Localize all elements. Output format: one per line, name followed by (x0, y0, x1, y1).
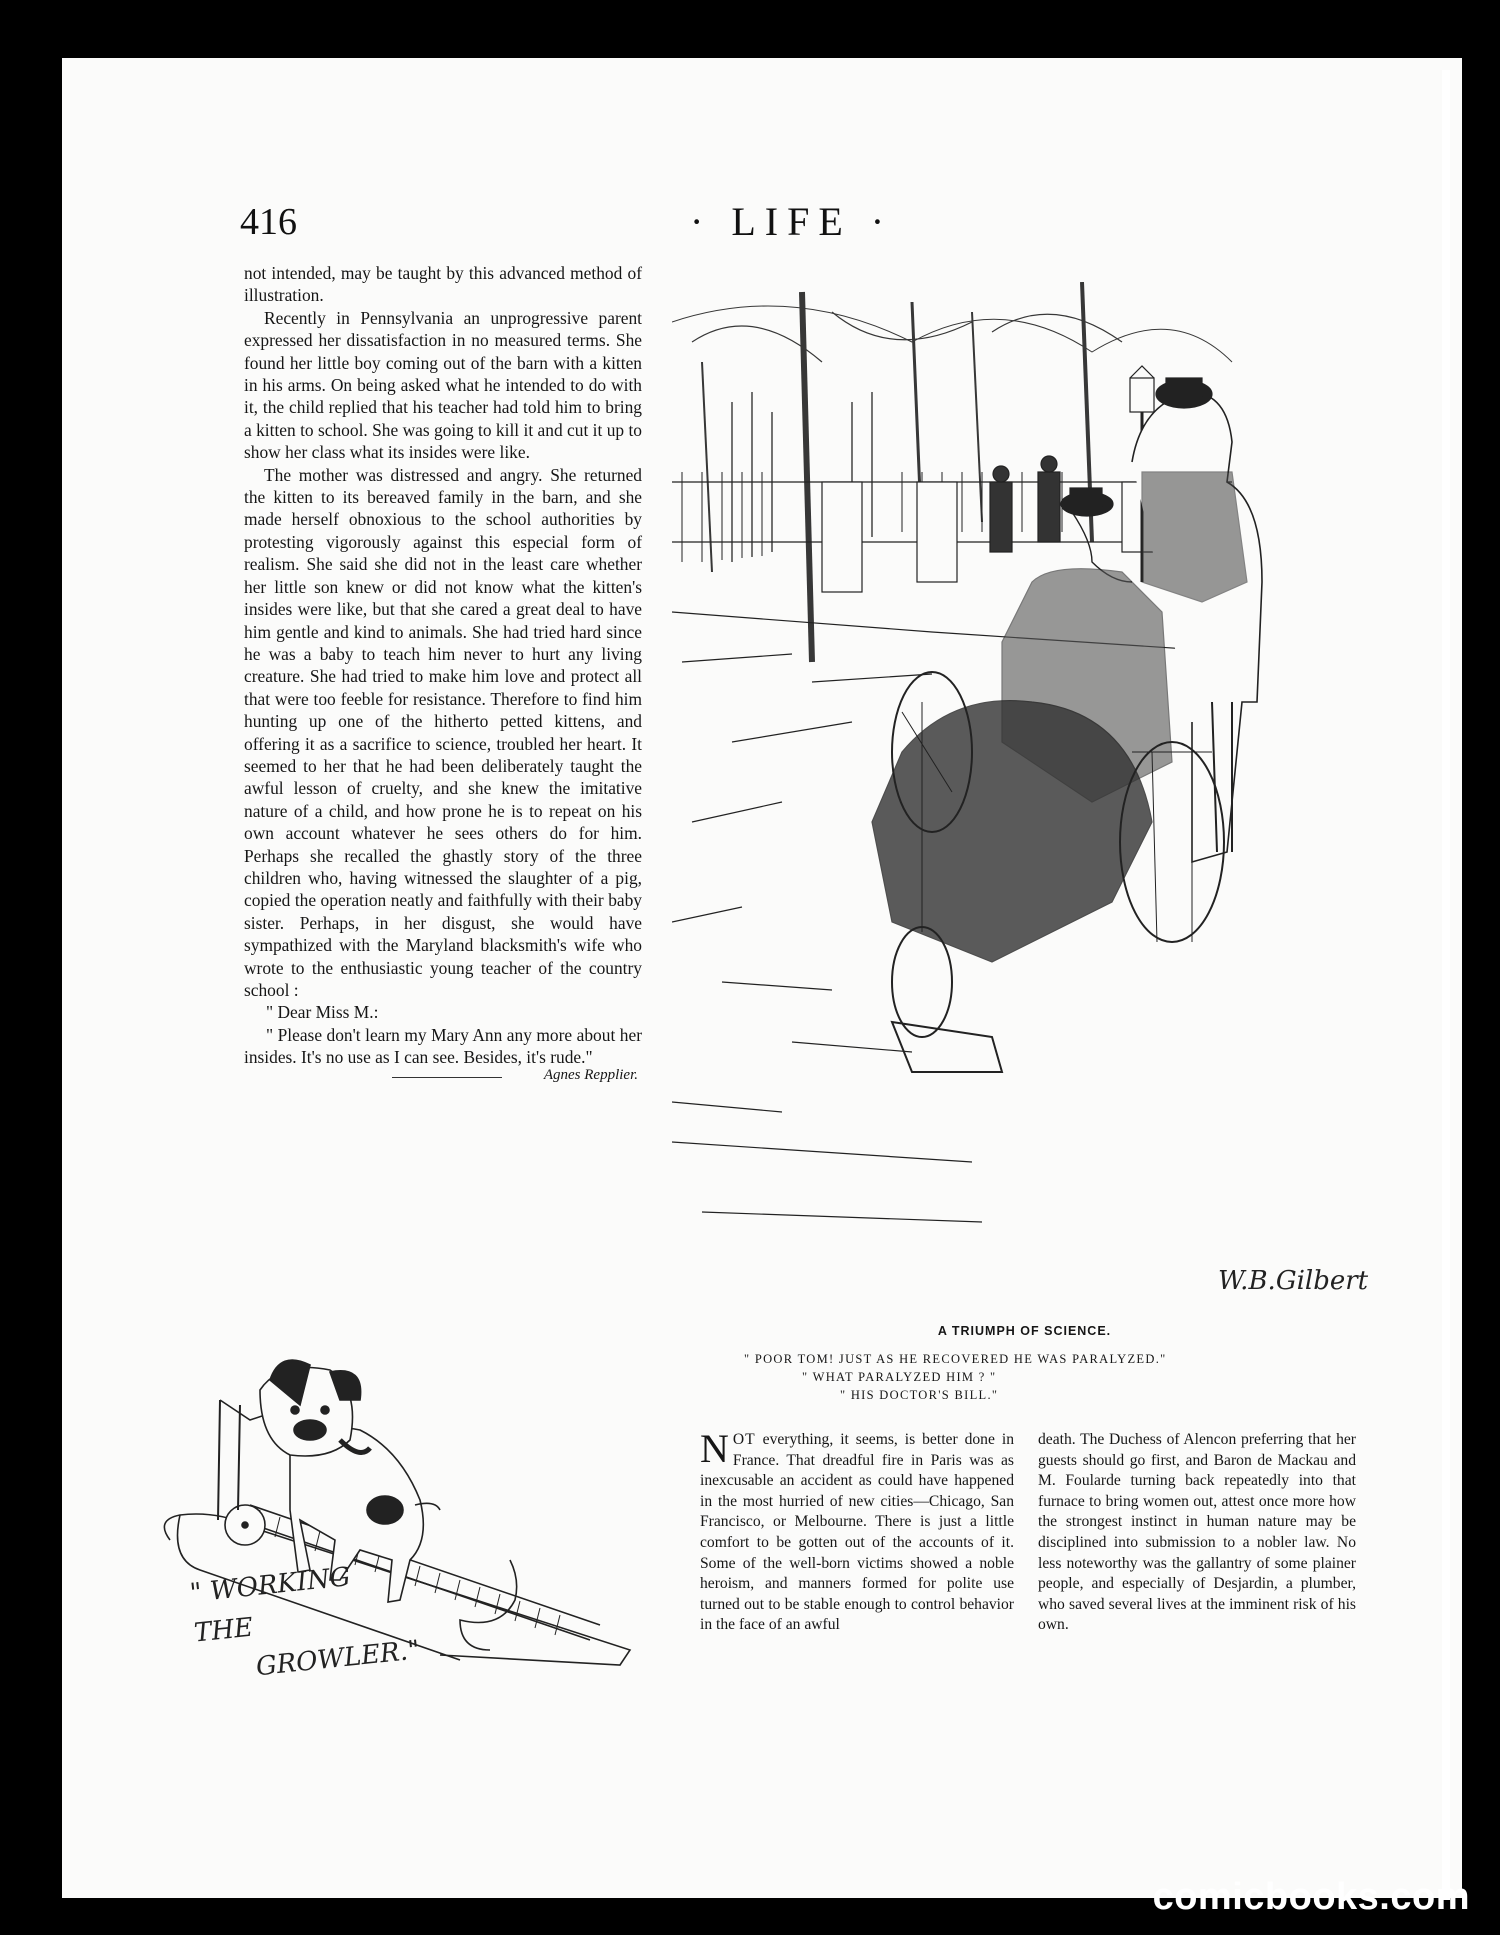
fire-article-text: everything, it seems, is better done in France. That dreadful fire in Paris was as inexcusable an accident as could have happened in the most hurried of new cities—Chicago, San Francisco, or Melbourne. There is just a little comfort to be gotten out of the accounts of it. Some of the well-born victims showed a noble heroism, and manners formed for polite use turned out to be stable enough to control behavior in the face of an awful (700, 1431, 1014, 1634)
dog-caption-line: GROWLER." (254, 1635, 422, 1683)
fire-article-text: death. The Duchess of Alencon preferring that her guests should go first, and Baron de Mackau and M. Foularde turning back repeatedly into that furnace to bring women out, attest once more how the strongest instinct in human nature may be disciplined into submission to a nobler law. No less noteworthy was the gallantry of some plainer people, and especially of Desjardin, a plumber, who saved several lives at the imminent risk of his own. (1038, 1431, 1356, 1634)
fire-article-lead (700, 1426, 1014, 1636)
caption-line: " WHAT PARALYZED HIM ? " (802, 1370, 997, 1384)
quoted-letter (244, 1001, 642, 1068)
pedestrians (990, 456, 1060, 552)
wheelchair-illustration (672, 282, 1377, 1312)
letter-salutation: " Dear Miss M.: (266, 1002, 379, 1023)
masthead-title: · LIFE · (690, 199, 894, 244)
site-watermark: comicbooks.com (1152, 1876, 1470, 1918)
page-edge (1442, 70, 1450, 1900)
page-number: 416 (240, 201, 297, 243)
fire-article-column-1 (700, 1426, 1014, 1636)
dog-illustration-caption (188, 1551, 422, 1693)
caption-line: " POOR TOM! JUST AS HE RECOVERED HE WAS PARALYZED." (744, 1352, 1167, 1366)
article-byline: Agnes Repplier. (543, 1066, 638, 1083)
artist-signature: W.B.Gilbert (1218, 1266, 1369, 1296)
letter-body: " Please don't learn my Mary Ann any more about her insides. It's no use as I can see. Besides, it's rude." (244, 1024, 642, 1068)
article-column-left (244, 262, 642, 1086)
caption-line: " HIS DOCTOR'S BILL." (840, 1388, 999, 1402)
illustration-caption-dialogue (672, 1350, 1377, 1404)
article-paragraph: Recently in Pennsylvania an unprogressive parent expressed her dissatisfaction in no measured terms. She found her little boy coming out of the barn with a kitten in his arms. On being asked what he intended to do with it, the child replied that his teacher had told him to bring a kitten to school. She was going to kill it and cut it up to show her class what its insides were like. (244, 307, 642, 463)
drop-cap: N (700, 1426, 729, 1471)
dog-caption-line: " WORKING THE (188, 1562, 352, 1649)
article-paragraph: The mother was distressed and angry. She returned the kitten to its bereaved family in the barn, and she made herself obnoxious to the school authorities by protesting vigorously against this especial form of realism. She said she did not in the least care whether her little son knew or did not know what the kitten's insides were like, but that she cared a great deal to have him gentle and kind to animals. She had tried hard since he was a baby to teach him never to hurt any living creature. She had tried to make him love and protect all that were too feeble for resistance. Therefore to find him hunting up one of the hitherto petted kittens, and offering it as a sacrifice to science, troubled her heart. It seemed to her that he had been deliberately taught the awful lesson of cruelty, and she knew the imitative nature of a child, and how prone he is to repeat on his own account whatever he sees others do for him. Perhaps she recalled the ghastly story of the three children who, having witnessed the slaughter of a pig, copied the operation neatly and faithfully with their baby sister. Perhaps, in her disgust, she would have sympathized with the Maryland blacksmith's wife who wrote to the enthusiastic young teacher of the country school : (244, 464, 642, 1000)
illustration-caption-title: A TRIUMPH OF SCIENCE. (937, 1324, 1112, 1338)
lead-caps: OT (732, 1431, 756, 1448)
article-paragraph: not intended, may be taught by this advanced method of illustration. (244, 263, 642, 306)
fire-article-column-2 (1038, 1430, 1356, 1636)
